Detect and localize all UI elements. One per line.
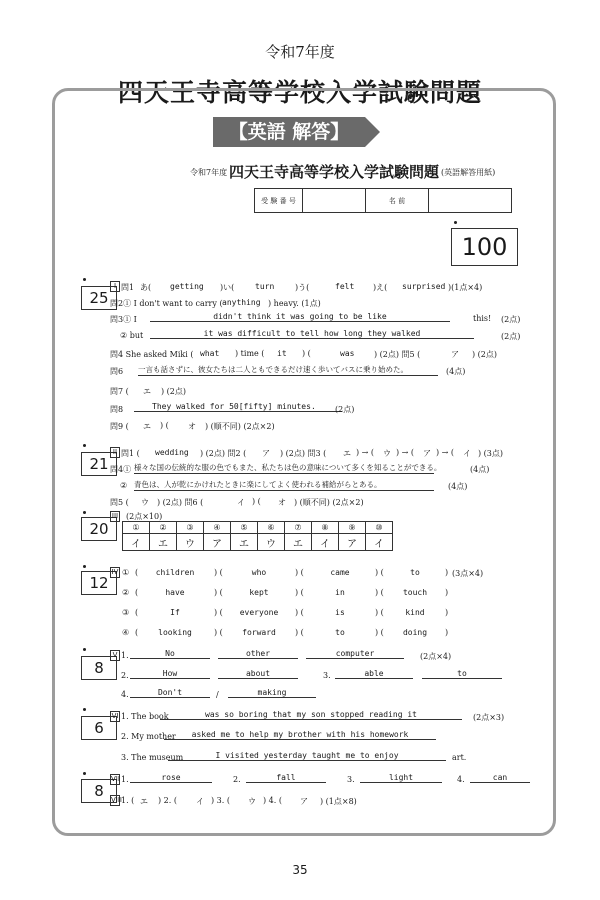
- q-label: あ(: [140, 283, 152, 292]
- q-label: )い(: [220, 283, 235, 292]
- answer-text: オ: [278, 498, 286, 507]
- paren: ) (: [375, 568, 384, 577]
- answer-line: 青色は、人が乾にかけれたときに楽にしてよく使われる補給がらとある。: [134, 479, 434, 491]
- answer-text: If: [170, 608, 180, 617]
- sheet-school-title: 四天王寺高等学校入学試験問題: [229, 163, 440, 181]
- answer-line: I visited yesterday taught me to enjoy: [168, 751, 446, 761]
- answer-line: didn't think it was going to be like: [150, 312, 450, 322]
- paren: (: [135, 628, 139, 637]
- points: (2点): [335, 405, 355, 414]
- q-label: 4.: [457, 775, 465, 784]
- grid-answer: ウ: [177, 534, 204, 551]
- section-number: V: [110, 650, 120, 661]
- sheet-era: 令和7年度: [190, 168, 228, 177]
- grid-number: ⑨: [339, 522, 366, 534]
- answer-text: エ: [343, 449, 351, 458]
- q-label: 問1 (: [121, 449, 140, 458]
- answer-line: fall: [246, 773, 326, 783]
- q-label: 問4①: [110, 465, 132, 474]
- answer-text: wedding: [155, 448, 189, 457]
- grid-answer: ウ: [258, 534, 285, 551]
- score-box: 20: [81, 517, 117, 541]
- answer-text: felt: [335, 282, 355, 291]
- grid-number: ⑤: [231, 522, 258, 534]
- answer-text: have: [165, 588, 185, 597]
- q-label: 問7 (: [110, 387, 129, 396]
- corner-dot: [83, 565, 86, 568]
- corner-dot: [83, 444, 86, 447]
- q-label: ② but: [120, 331, 144, 340]
- q-label: 4.: [121, 690, 129, 699]
- points: ) (3点): [478, 449, 503, 458]
- paren: ) (: [295, 568, 304, 577]
- q-label: 3.: [347, 775, 355, 784]
- row-number: ②: [122, 588, 130, 597]
- paren: ) (: [214, 628, 223, 637]
- q-label: 問1: [121, 283, 135, 292]
- points: ) (2点) 問6 (: [157, 498, 204, 507]
- grid-answer: エ: [285, 534, 312, 551]
- corner-dot: [454, 221, 457, 224]
- answer-line: other: [218, 649, 298, 659]
- q-label: )う(: [295, 283, 310, 292]
- points: (2点×3): [473, 713, 505, 722]
- answer-text: イ: [463, 449, 471, 458]
- corner-dot: [83, 278, 86, 281]
- answer-text: ウ: [141, 498, 149, 507]
- answer-text: everyone: [239, 608, 279, 617]
- grid-answer: ア: [204, 534, 231, 551]
- exam-number-field[interactable]: [303, 189, 366, 213]
- answer-text: イ: [237, 498, 245, 507]
- slash: /: [216, 690, 219, 699]
- answer-text: ア: [262, 449, 270, 458]
- sheet-note: (英語解答用紙): [441, 168, 496, 177]
- score-box: 6: [81, 716, 117, 740]
- answer-text: エ: [143, 387, 151, 396]
- q-label: art.: [452, 753, 467, 762]
- grid-number: ④: [204, 522, 231, 534]
- name-field[interactable]: [429, 189, 512, 213]
- arrow: ) → (: [396, 448, 415, 457]
- answer-text: kind: [405, 608, 425, 617]
- answer-text: getting: [170, 282, 204, 291]
- answer-line: No: [130, 649, 210, 659]
- q-label: 問2① I don't want to carry (: [110, 299, 223, 308]
- answer-text: anything: [222, 298, 261, 307]
- answer-line: computer: [306, 649, 404, 659]
- answer-line: How: [130, 669, 210, 679]
- paren: ) (: [295, 608, 304, 617]
- corner-dot: [83, 511, 86, 514]
- paren: ) (: [214, 568, 223, 577]
- id-table: [254, 188, 512, 213]
- paren: ): [445, 608, 449, 617]
- paren: ) (: [375, 588, 384, 597]
- q-label: 1. (: [121, 796, 135, 805]
- paren: ): [445, 568, 449, 577]
- answer-line: it was difficult to tell how long they walked: [150, 329, 474, 339]
- answer-text: children: [155, 568, 195, 577]
- paren: ) (: [295, 628, 304, 637]
- answer-line: 様々な国の伝統的な服の色でもまた、私たちは色の意味について多くを知ることができる。: [134, 463, 442, 472]
- answer-text: エ: [140, 797, 148, 806]
- answer-text: オ: [188, 422, 196, 431]
- name-label: 名 前: [366, 189, 429, 213]
- q-label: 問3① I: [110, 315, 137, 324]
- exam-year: 令和7年度: [265, 43, 335, 61]
- answer-text: ア: [423, 449, 431, 458]
- points: ) (1点×8): [320, 797, 357, 806]
- answer-text: who: [251, 568, 267, 577]
- paren: (: [135, 568, 139, 577]
- grid-number: ③: [177, 522, 204, 534]
- answer-line: able: [335, 669, 413, 679]
- answer-line: light: [360, 773, 442, 783]
- q-label: ) 3. (: [211, 796, 230, 805]
- answer-line: making: [228, 688, 316, 698]
- answer-text: ア: [300, 797, 308, 806]
- q-label: 問4 She asked Miki (: [110, 350, 194, 359]
- paren: (: [135, 608, 139, 617]
- corner-dot: [83, 708, 86, 711]
- grid-answer: エ: [231, 534, 258, 551]
- points: (3点×4): [452, 569, 484, 578]
- points: (2点): [501, 332, 521, 341]
- arrow: ) → (: [436, 448, 455, 457]
- points: (4点): [448, 482, 468, 491]
- score-box: 8: [81, 779, 117, 803]
- points: (2点×4): [420, 652, 452, 661]
- answer-text: looking: [158, 628, 192, 637]
- answer-line: about: [218, 669, 298, 679]
- answer-text: forward: [242, 628, 276, 637]
- q-label: 2. My mother: [121, 732, 176, 741]
- points: ) (2点) 問2 (: [200, 449, 247, 458]
- answer-line: They walked for 50[fifty] minutes.: [134, 402, 342, 412]
- row-number: ③: [122, 608, 130, 617]
- q-label: 2.: [121, 671, 129, 680]
- answer-text: エ: [143, 422, 151, 431]
- paren: ) (: [214, 608, 223, 617]
- answer-text: ウ: [248, 797, 256, 806]
- answer-line: to: [422, 669, 502, 679]
- q-label: ) (: [302, 349, 311, 358]
- grid-number: ⑥: [258, 522, 285, 534]
- q-label: ) 2. (: [158, 796, 177, 805]
- q-label: this!: [473, 314, 492, 323]
- answer-grid: [122, 521, 393, 551]
- answer-text: turn: [255, 282, 275, 291]
- grid-answer: イ: [312, 534, 339, 551]
- points: ) (2点) 問5 (: [374, 350, 421, 359]
- q-label: 1. The book: [121, 712, 169, 721]
- section-number: VI: [111, 712, 119, 720]
- school-title: 四天王寺高等学校入学試験問題: [117, 78, 482, 107]
- answer-text: in: [335, 588, 345, 597]
- answer-text: ア: [451, 350, 459, 359]
- points: (4点): [446, 367, 466, 376]
- grid-number: ⑦: [285, 522, 312, 534]
- q-label: ) heavy. (1点): [268, 299, 321, 308]
- points: ) (2点): [472, 350, 497, 359]
- points: (2点×10): [126, 512, 163, 521]
- q-label: ) 4. (: [263, 796, 282, 805]
- points: ) (順不同) (2点×2): [294, 498, 364, 507]
- answer-text: what: [200, 349, 220, 358]
- points: )(1点×4): [448, 283, 483, 292]
- points: ) (2点): [161, 387, 186, 396]
- q-label: ②: [120, 481, 128, 490]
- grid-answer: イ: [366, 534, 393, 551]
- score-box: 12: [81, 571, 117, 595]
- q-label: 問5 (: [110, 498, 129, 507]
- answer-line: asked me to help my brother with his homework: [164, 730, 436, 740]
- answer-text: is: [335, 608, 345, 617]
- total-score: 100: [451, 228, 518, 266]
- paren: ) (: [214, 588, 223, 597]
- section-number: II: [110, 447, 120, 458]
- paren: ) (: [375, 628, 384, 637]
- arrow: ) → (: [356, 448, 375, 457]
- q-label: 問6: [110, 367, 124, 376]
- paren: ): [445, 628, 449, 637]
- answer-text: kept: [249, 588, 269, 597]
- answer-line: Don't: [130, 688, 210, 698]
- paren: ) (: [295, 588, 304, 597]
- q-label: 問8: [110, 405, 124, 414]
- points: (2点): [501, 315, 521, 324]
- answer-text: to: [335, 628, 345, 637]
- points: ) (2点) 問3 (: [280, 449, 327, 458]
- points: (4点): [470, 465, 490, 474]
- answer-text: surprised: [402, 282, 446, 291]
- grid-answer: エ: [150, 534, 177, 551]
- section-number: IV: [111, 568, 119, 576]
- score-box: 8: [81, 656, 117, 680]
- answer-line: rose: [130, 773, 212, 783]
- answer-text: touch: [402, 588, 428, 597]
- points: ) (順不同) (2点×2): [205, 422, 275, 431]
- grid-number: ①: [123, 522, 150, 534]
- grid-answer: イ: [123, 534, 150, 551]
- page-number: 35: [292, 863, 308, 877]
- section-number: VII: [111, 775, 120, 783]
- answer-text: イ: [196, 797, 204, 806]
- q-label: ) (: [160, 421, 169, 430]
- grid-number: ②: [150, 522, 177, 534]
- section-number: I: [110, 281, 120, 292]
- grid-answer: ア: [339, 534, 366, 551]
- q-label: )え(: [373, 283, 388, 292]
- corner-dot: [83, 772, 86, 775]
- answer-line: can: [470, 773, 530, 783]
- answer-text: ウ: [383, 449, 391, 458]
- q-label: 3.: [323, 671, 331, 680]
- section-number: III: [111, 512, 119, 520]
- answer-text: was: [340, 349, 355, 358]
- score-box: 21: [81, 452, 117, 476]
- q-label: ) time (: [235, 349, 265, 358]
- answer-text: came: [330, 568, 350, 577]
- row-number: ④: [122, 628, 130, 637]
- paren: (: [135, 588, 139, 597]
- score-box: 25: [81, 286, 117, 310]
- q-label: 1.: [121, 775, 129, 784]
- q-label: ) (: [252, 497, 261, 506]
- subject-banner: 【英語 解答】: [213, 117, 365, 147]
- q-label: 問9 (: [110, 422, 129, 431]
- paren: ): [445, 588, 449, 597]
- pencil-tip-icon: [365, 117, 380, 147]
- paren: ) (: [375, 608, 384, 617]
- exam-number-label: 受 験 番 号: [255, 189, 303, 213]
- section-number: VIII: [111, 796, 122, 804]
- answer-line: was so boring that my son stopped reading it: [160, 710, 462, 720]
- grid-number: ⑩: [366, 522, 393, 534]
- row-number: ①: [122, 568, 130, 577]
- answer-text: it: [277, 349, 287, 358]
- q-label: 1.: [121, 651, 129, 660]
- answer-text: to: [410, 568, 420, 577]
- answer-line: 一言も話さずに、彼女たちは二人ともできるだけ速く歩いてバスに乗り始めた。: [138, 364, 438, 376]
- answer-text: doing: [402, 628, 428, 637]
- corner-dot: [83, 648, 86, 651]
- q-label: 3. The museum: [121, 753, 184, 762]
- q-label: 2.: [233, 775, 241, 784]
- grid-number: ⑧: [312, 522, 339, 534]
